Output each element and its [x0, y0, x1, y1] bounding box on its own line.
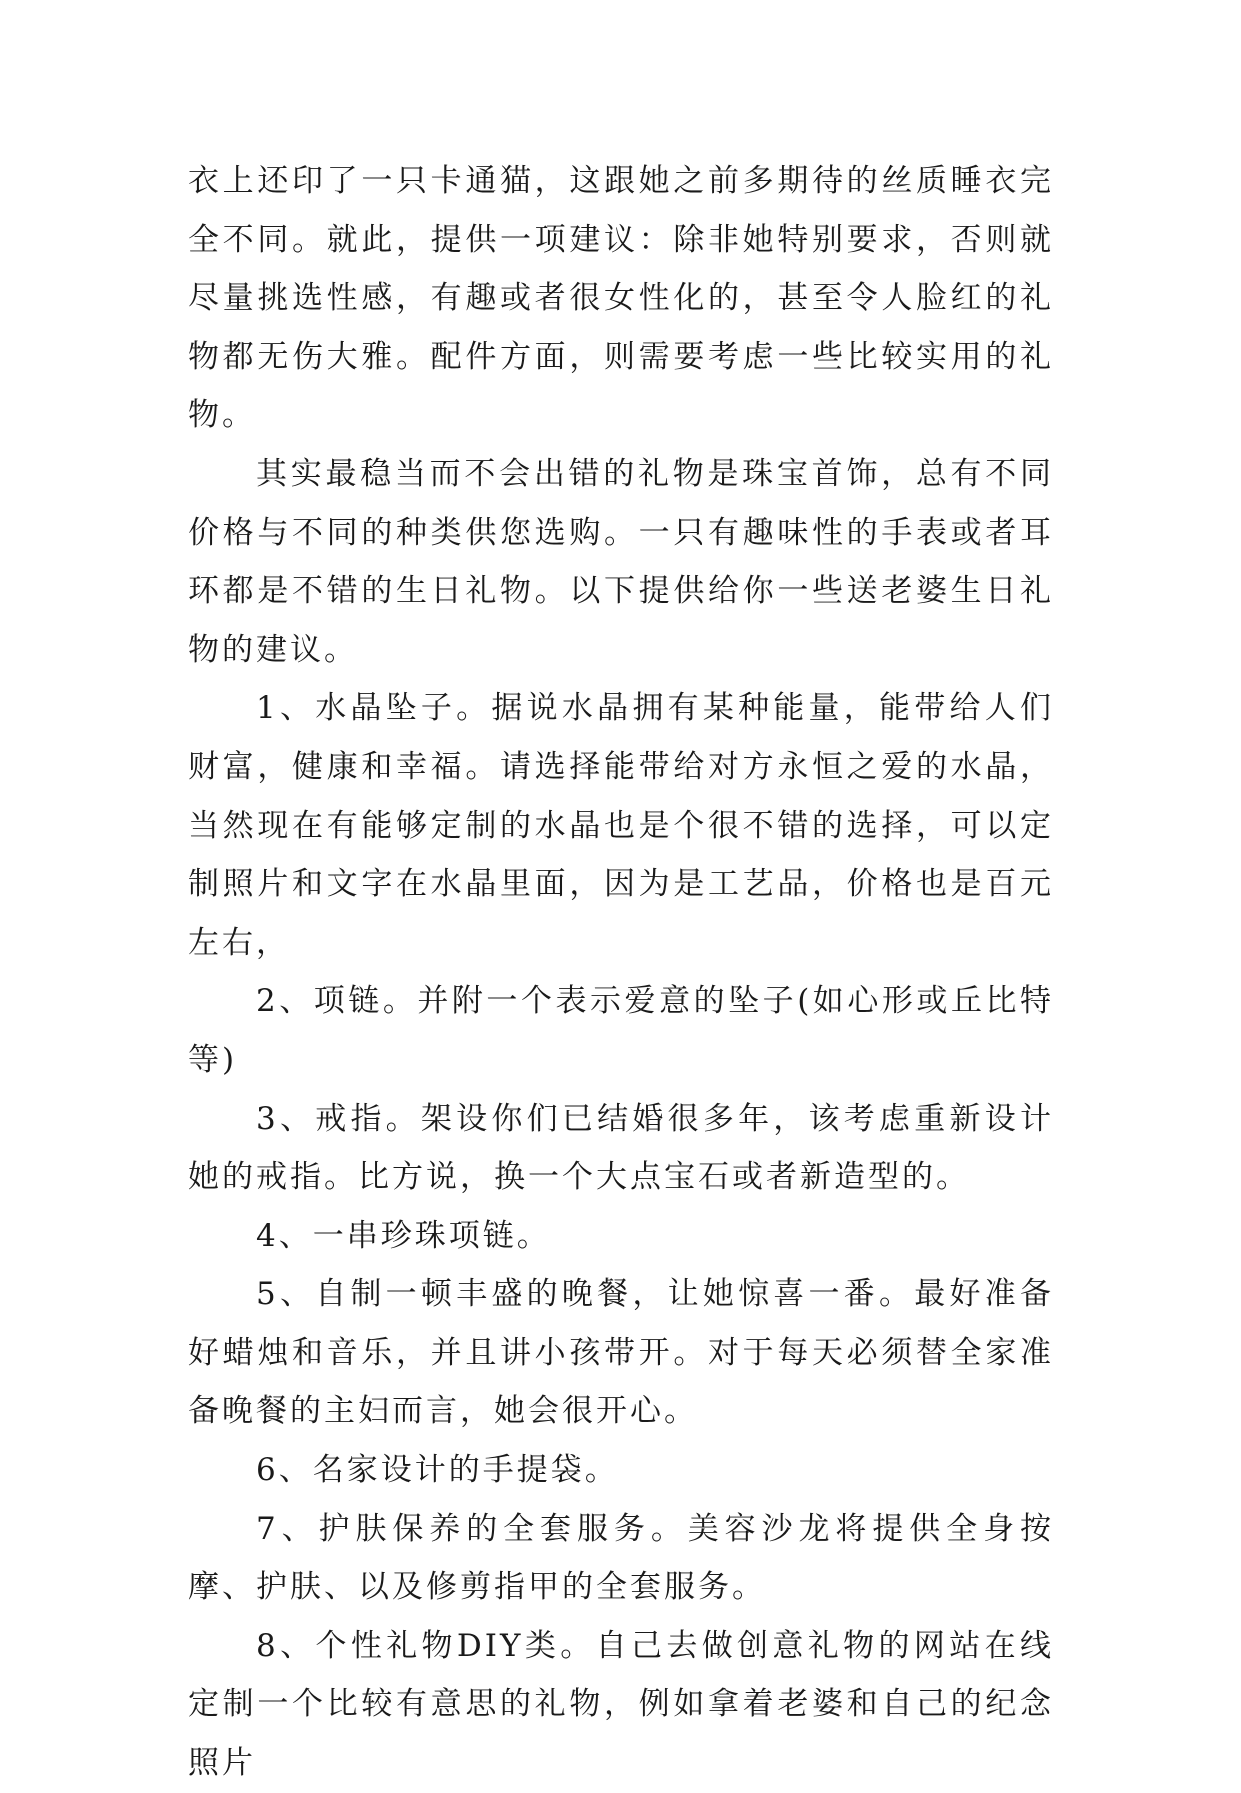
list-item-skincare: 7、护肤保养的全套服务。美容沙龙将提供全身按摩、护肤、以及修剪指甲的全套服务。 [188, 1510, 1054, 1606]
paragraph-continued: 衣上还印了一只卡通猫，这跟她之前多期待的丝质睡衣完全不同。就此，提供一项建议：除非她特别要求，否则就尽量挑选性感，有趣或者很女性化的，甚至令人脸红的礼物都无伤大雅。配件方面，则需要考虑一些比较实用的礼物。 [188, 163, 1054, 434]
paragraph-jewelry-intro: 其实最稳当而不会出错的礼物是珠宝首饰，总有不同价格与不同的种类供您选购。一只有趣味性的手表或者耳环都是不错的生日礼物。以下提供给你一些送老婆生日礼物的建议。 [188, 455, 1054, 668]
list-item-pearl-necklace: 4、一串珍珠项链。 [256, 1217, 551, 1254]
list-item-handbag: 6、名家设计的手提袋。 [256, 1452, 619, 1489]
list-item-necklace: 2、项链。并附一个表示爱意的坠子(如心形或丘比特等) [188, 983, 1054, 1078]
list-item-ring: 3、戒指。架设你们已结婚很多年，该考虑重新设计她的戒指。比方说，换一个大点宝石或者新造型的。 [188, 1100, 1054, 1196]
list-item-diy-gift: 8、个性礼物DIY类。自己去做创意礼物的网站在线定制一个比较有意思的礼物，例如拿着老婆和自己的纪念照片 [188, 1627, 1054, 1782]
body-text [188, 152, 1054, 1793]
list-item-dinner: 5、自制一顿丰盛的晚餐，让她惊喜一番。最好准备好蜡烛和音乐，并且讲小孩带开。对于每天必须替全家准备晚餐的主妇而言，她会很开心。 [188, 1276, 1054, 1430]
list-item-crystal-pendant: 1、水晶坠子。据说水晶拥有某种能量，能带给人们财富，健康和幸福。请选择能带给对方永恒之爱的水晶，当然现在有能够定制的水晶也是个很不错的选择，可以定制照片和文字在水晶里面，因为是工艺品，价格也是百元左右， [188, 690, 1054, 961]
